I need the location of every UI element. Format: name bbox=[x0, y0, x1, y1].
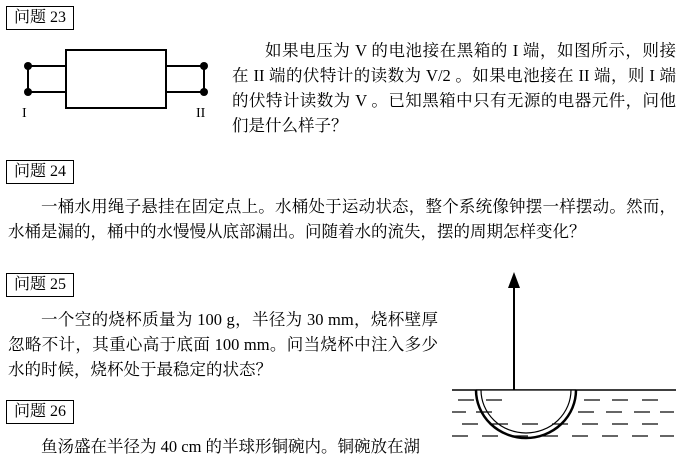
question-badge-number-25: 25 bbox=[50, 276, 67, 293]
question-badge-label-24: 问题 bbox=[14, 163, 47, 180]
question-badge-label-26: 问题 bbox=[14, 403, 47, 420]
question-badge-26 bbox=[6, 400, 74, 424]
beaker-in-water-svg bbox=[452, 268, 676, 440]
question-text-25: 一个空的烧杯质量为 100 g，半径为 30 mm，烧杯壁厚忽略不计，其重心高于底面 100 mm。问当烧杯中注入多少水的时候，烧杯处于最稳定的状态？ bbox=[8, 310, 438, 379]
question-badge-25 bbox=[6, 273, 74, 297]
question-badge-number-23: 23 bbox=[50, 9, 67, 26]
question-badge-label-23: 问题 bbox=[14, 9, 47, 26]
figure-beaker-in-water bbox=[452, 268, 676, 440]
question-badge-number-24: 24 bbox=[50, 163, 67, 180]
black-box-circuit-svg bbox=[8, 42, 226, 126]
question-badge-23 bbox=[6, 6, 74, 30]
figure-black-box-circuit bbox=[8, 42, 226, 126]
question-text-24: 一桶水用绳子悬挂在固定点上。水桶处于运动状态，整个系统像钟摆一样摆动。然而，水桶是漏的，桶中的水慢慢从底部漏出。问随着水的流失，摆的周期怎样变化？ bbox=[8, 197, 676, 241]
question-text-26: 鱼汤盛在半径为 40 cm 的半球形铜碗内。铜碗放在湖 bbox=[41, 437, 421, 456]
terminal-label-right: II bbox=[196, 106, 206, 121]
question-badge-number-26: 26 bbox=[50, 403, 67, 420]
question-badge-24 bbox=[6, 160, 74, 184]
question-text-23: 如果电压为 V 的电池接在黑箱的 I 端，如图所示，则接在 II 端的伏特计的读数为 V/2 。如果电池接在 II 端，则 I 端的伏特计读数为 V 。已知黑箱中只有无源的电器元件，问他们是什么样子？ bbox=[232, 41, 676, 135]
question-badge-label-25: 问题 bbox=[14, 276, 47, 293]
terminal-label-left: I bbox=[22, 106, 27, 121]
